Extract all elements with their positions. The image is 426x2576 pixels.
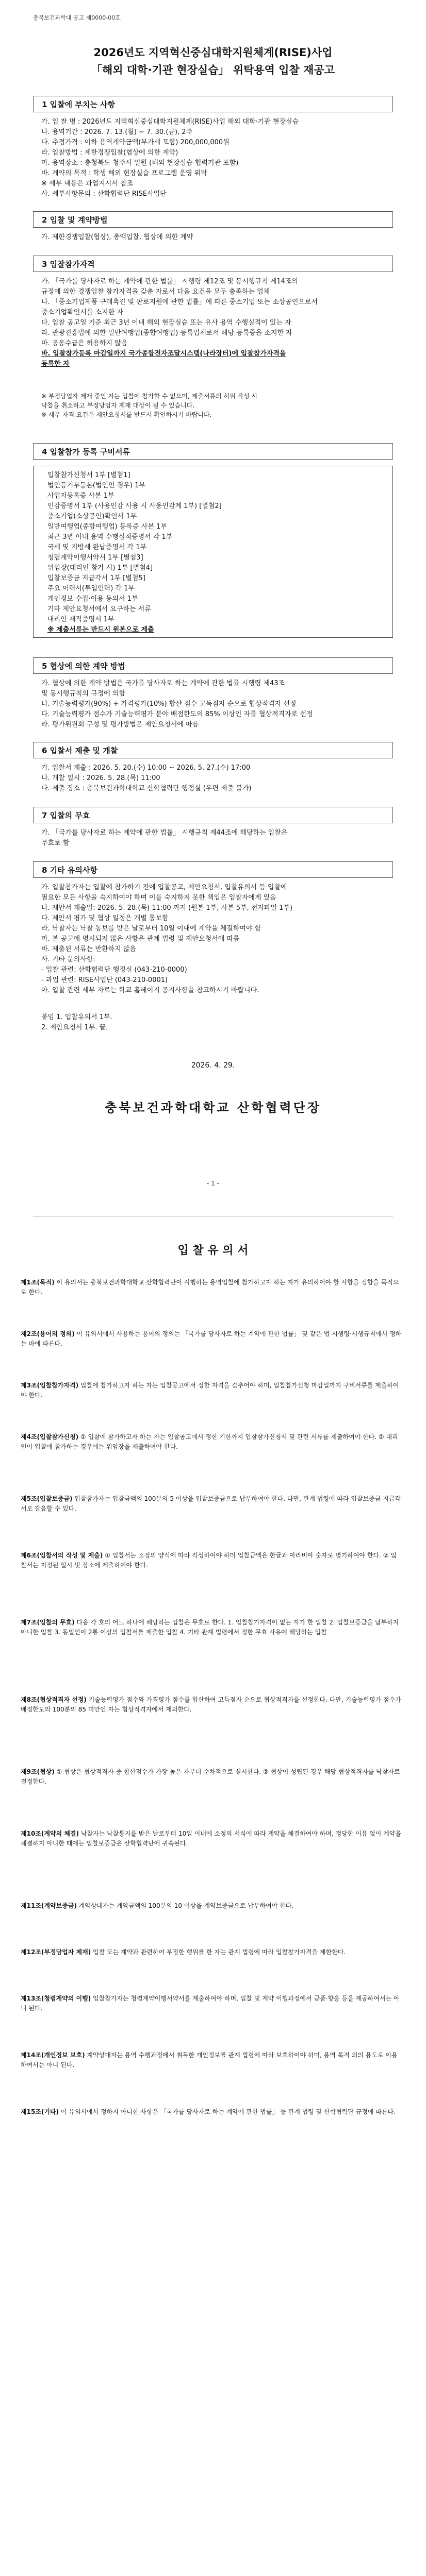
- article-title: 제3조(입찰참가자격): [21, 1382, 79, 1389]
- sec8-line: 아. 입찰 관련 세부 자료는 학교 홈페이지 공지사항을 참고하시기 바랍니다.: [41, 987, 259, 994]
- article-title: 제14조(개인정보 보호): [21, 2052, 85, 2059]
- article: [21, 1381, 402, 1400]
- section-1-header: [33, 96, 393, 112]
- doc-item: 중소기업(소상공인)확인서 1부: [47, 513, 137, 520]
- article-title: 제9조(협상): [21, 1768, 55, 1775]
- title-line-1: 2026년도 지역혁신중심대학지원체계(RISE)사업: [93, 46, 333, 59]
- doc-item: 주요 이력서(투입인력) 각 1부: [47, 585, 135, 592]
- article-title: 제15조(기타): [21, 2108, 59, 2115]
- doc-item: 최근 3년 이내 용역 수행실적증명서 각 1부: [47, 533, 173, 541]
- section-1-label: 1 입찰에 부치는 사항: [42, 100, 116, 109]
- sec3-line: 나. 「중소기업제품 구매촉진 및 판로지원에 관한 법률」에 따른 중소기업 또는 소상공인으로서: [41, 298, 318, 306]
- section-6-label: 6 입찰서 제출 및 개찰: [42, 746, 118, 755]
- sec1-line: 마. 용역장소 : 충청북도 청주시 일원 (해외 현장실습 협력기관 포함): [41, 159, 239, 167]
- article: [21, 1432, 402, 1452]
- doc-item: 사업자등록증 사본 1부: [47, 492, 114, 500]
- section-4-label: 4 입찰참가 등록 구비서류: [42, 447, 130, 456]
- article-body: 계약상대자는 계약금액의 100분의 10 이상을 계약보증금으로 납부하여야 한다.: [78, 1902, 294, 1909]
- article: [21, 1994, 402, 2013]
- section-4-header: [33, 443, 393, 460]
- attachment-line: 붙임 1. 입찰유의서 1부.: [41, 1013, 112, 1021]
- article: [21, 1329, 402, 1349]
- section-7-label: 7 입찰의 무효: [42, 811, 90, 820]
- note-line: ※ 부정당업자 제재 중인 자는 입찰에 참가할 수 없으며, 제출서류의 허위 작성 시: [41, 393, 257, 400]
- sec8-line: 나. 제안서 제출일: 2026. 5. 28.(목) 11:00 까지 (원본 1부, 사본 5부, 전자파일 1부): [41, 904, 293, 912]
- section-2-label: 2 입찰 및 계약방법: [42, 215, 108, 225]
- article: [21, 2050, 402, 2070]
- sec6-line: 가. 입찰서 제출 : 2026. 5. 20.(수) 10:00 ~ 2026. 5. 27.(수) 17:00: [41, 764, 251, 772]
- section-3-label: 3 입찰참가자격: [42, 260, 95, 269]
- sec1-line: 가. 입 찰 명 : 2026년도 지역혁신중심대학지원체계(RISE)사업 해외 대학·기관 현장실습: [41, 118, 299, 126]
- sec2-line: 가. 제한경쟁입찰(협상), 총액입찰, 협상에 의한 계약: [41, 233, 193, 241]
- page-2: [0, 1200, 426, 2576]
- doc-item: 청렴계약이행서약서 1부 [별첨3]: [47, 554, 143, 562]
- issuer-org: 충북보건과학대학교 산학협력단장: [104, 1100, 322, 1115]
- article-body: 입찰에 참가하고자 하는 자는 입찰공고에서 정한 자격을 갖추어야 하며, 입찰참가신청 마감일까지 구비서류를 제출하여야 한다.: [21, 1382, 399, 1399]
- article-title: 제4조(입찰참가신청): [21, 1433, 79, 1440]
- sec8-line: 필요한 모든 사항을 숙지하여야 하며 이를 숙지하지 못한 책임은 입찰자에게 있음: [41, 894, 276, 902]
- sec7-line: 가. 「국가를 당사자로 하는 계약에 관한 법률」 시행규칙 제44조에 해당하는 입찰은: [41, 829, 288, 837]
- section-5-header: [33, 657, 393, 674]
- article-title: 제10조(계약의 체결): [21, 1830, 79, 1837]
- sec1-line: 나. 용역기간 : 2026. 7. 13.(월) ~ 7. 30.(금), 2주: [41, 128, 193, 136]
- article-body: ① 협상은 협상적격자 중 합산점수가 가장 높은 자부터 순차적으로 실시한다. ② 협상이 성립된 경우 해당 협상적격자를 낙찰자로 결정한다.: [21, 1768, 400, 1785]
- article-body: 입찰참가자는 청렴계약이행서약서를 제출하여야 하며, 입찰 및 계약 이행과정에서 금품·향응 등을 제공하여서는 아니 된다.: [21, 1995, 400, 2012]
- sec8-line: 가. 입찰참가자는 입찰에 참가하기 전에 입찰공고, 제안요청서, 입찰유의서 등 입찰에: [41, 884, 287, 891]
- article-title: 제1조(목적): [21, 1279, 55, 1286]
- article-body: 이 유의서에서 정하지 아니한 사항은 「국가를 당사자로 하는 계약에 관한 법률」 등 관계 법령 및 산학협력단 규정에 따른다.: [60, 2108, 396, 2115]
- sec8-line: - 과업 관련: RISE사업단 (043-210-0001): [41, 976, 168, 984]
- doc-item: 개인정보 수집·이용 동의서 1부: [47, 595, 138, 603]
- article-body: ① 입찰서는 소정의 양식에 따라 작성하여야 하며 입찰금액은 한글과 아라비아 숫자로 병기하여야 한다. ② 입찰서는 지정된 일시 및 장소에 제출하여야 한다.: [21, 1552, 397, 1569]
- sec3-line: 마. 공동수급은 허용하지 않음: [41, 340, 128, 347]
- sec3-bold-line: 등록한 자: [41, 360, 70, 368]
- article-body: 이 유의서는 충북보건과학대학교 산학협력단이 시행하는 용역입찰에 참가하고자 하는 자가 유의하여야 할 사항을 정함을 목적으로 한다.: [21, 1279, 399, 1296]
- sec5-line: 및 동시행규칙의 규정에 의함: [41, 690, 126, 698]
- article-body: 계약상대자는 용역 수행과정에서 취득한 개인정보를 관계 법령에 따라 보호하여야 하며, 용역 목적 외의 용도로 이용하여서는 아니 된다.: [21, 2052, 398, 2069]
- section-8-label: 8 기타 유의사항: [42, 866, 97, 875]
- article-body: 다음 각 호의 어느 하나에 해당하는 입찰은 무효로 한다. 1. 입찰참가자격이 없는 자가 한 입찰 2. 입찰보증금을 납부하지 아니한 입찰 3. 동일인이 2통 이상의 입찰서를 제출한 입찰 4. 기타 관계 법령에서 정한 무효 사유에 해당하는 입찰: [21, 1619, 399, 1636]
- sec1-line: ※ 세부 내용은 과업지시서 참조: [41, 180, 134, 188]
- doc-item: 입찰보증금 지급각서 1부 [별첨5]: [47, 574, 145, 582]
- sec8-line: 라. 낙찰자는 낙찰 통보를 받은 날로부터 10일 이내에 계약을 체결하여야 함: [41, 925, 261, 933]
- article-title: 제2조(용어의 정의): [21, 1330, 75, 1337]
- article-title: 제11조(계약보증금): [21, 1902, 77, 1909]
- section-2-header: [33, 211, 393, 228]
- article: [21, 1695, 402, 1715]
- article: [21, 1829, 402, 1849]
- article: [21, 1551, 402, 1570]
- note-line: ※ 세부 자격 요건은 제안요청서를 반드시 확인하시기 바랍니다.: [41, 411, 212, 418]
- doc-header: 충북보건과학대 공고 제0000-00호: [33, 14, 121, 21]
- sec5-line: 가. 협상에 의한 계약 방법은 국가를 당사자로 하는 계약에 관한 법률 시행령 제43조: [41, 680, 285, 687]
- sec5-line: 라. 평가위원회 구성 및 평가방법은 제안요청서에 따름: [41, 721, 199, 728]
- article-body: 낙찰자는 낙찰통지를 받은 날로부터 10일 이내에 소정의 서식에 따라 계약을 체결하여야 하며, 정당한 이유 없이 계약을 체결하지 아니한 때에는 입찰보증금은 산학협력단에 귀속된다.: [21, 1830, 401, 1847]
- sec5-line: 다. 기술능력평가 점수가 기술능력평가 분야 배점한도의 85% 이상인 자를 협상적격자로 선정: [41, 710, 313, 718]
- sec6-line: 나. 개찰 일시 : 2026. 5. 28.(목) 11:00: [41, 774, 160, 782]
- page-number: - 1 -: [207, 1180, 219, 1187]
- doc-item-bold: ※ 제출서류는 반드시 원본으로 제출: [47, 626, 154, 634]
- sec3-line: 다. 입찰 공고일 기준 최근 3년 이내 해외 현장실습 또는 유사 용역 수행실적이 있는 자: [41, 319, 291, 327]
- article-title: 제6조(입찰서의 작성 및 제출): [21, 1552, 103, 1559]
- article: [21, 1494, 402, 1514]
- article-body: 기술능력평가 점수와 가격평가 점수를 합산하여 고득점자 순으로 협상적격자를 선정한다. 다만, 기술능력평가 점수가 배점한도의 100분의 85 미만인 자는 협상적격자에서 제외한다.: [21, 1696, 401, 1713]
- sec1-line: 바. 계약의 목적 : 학생 해외 현장실습 프로그램 운영 위탁: [41, 170, 207, 177]
- section-3-header: [33, 256, 393, 272]
- note-line: 낙찰을 취소하고 부정당업자 제재 대상이 될 수 있습니다.: [41, 402, 195, 409]
- sec8-line: 사. 기타 문의사항:: [41, 956, 95, 963]
- sec8-line: 바. 제출된 서류는 반환하지 않음: [41, 945, 136, 953]
- article: [21, 1901, 402, 1911]
- doc-item: 인감증명서 1부 (사용인감 사용 시 사용인감계 1부) [별첨2]: [47, 502, 222, 510]
- article: [21, 1618, 402, 1637]
- sec1-line: 다. 추정가격 : 이하 용역계약금액(부가세 포함) 200,000,000원: [41, 139, 230, 146]
- sec7-line: 무효로 함: [41, 839, 70, 847]
- section-7-header: [33, 807, 393, 823]
- title-line-2: 「해외 대학·기관 현장실습」 위탁용역 입찰 재공고: [91, 64, 335, 76]
- article-body: 입찰 또는 계약과 관련하여 부정한 행위를 한 자는 관계 법령에 따라 입찰참가자격을 제한한다.: [93, 1948, 346, 1956]
- article: [21, 2107, 402, 2117]
- doc-item: 대리인 재직증명서 1부: [47, 616, 114, 623]
- sec5-line: 나. 기술능력평가(90%) + 가격평가(10%) 합산 점수 고득점자 순으로 협상적격자 선정: [41, 700, 297, 708]
- section-8-header: [33, 861, 393, 878]
- doc-item: 입찰참가신청서 1부 [별첨1]: [47, 471, 130, 479]
- sec3-line: 중소기업확인서를 소지한 자: [41, 309, 123, 316]
- sec3-line: 규정에 의한 경쟁입찰 참가자격을 갖춘 자로서 다음 요건을 모두 충족하는 업체: [41, 288, 270, 296]
- sec8-line: 마. 본 공고에 명시되지 않은 사항은 관계 법령 및 제안요청서에 따름: [41, 935, 240, 943]
- article-title: 제13조(청렴계약의 이행): [21, 1995, 91, 2002]
- doc-item: 위임장(대리인 참가 시) 1부 [별첨4]: [47, 564, 153, 572]
- article-body: 입찰참가자는 입찰금액의 100분의 5 이상을 입찰보증금으로 납부하여야 한다. 다만, 관계 법령에 따라 입찰보증금 지급각서로 갈음할 수 있다.: [21, 1495, 401, 1512]
- sec1-line: 라. 입찰방법 : 제한경쟁입찰(협상에 의한 계약): [41, 149, 178, 157]
- doc-item: 국세 및 지방세 완납증명서 각 1부: [47, 544, 147, 551]
- doc-item: 법인등기부등본(법인인 경우) 1부: [47, 482, 145, 489]
- article-title: 제8조(협상적격자 선정): [21, 1696, 87, 1703]
- article-title: 제5조(입찰보증금): [21, 1495, 73, 1502]
- doc-item: 일반여행업(종합여행업) 등록증 사본 1부: [47, 523, 167, 531]
- article-body: 이 유의서에서 사용하는 용어의 정의는 「국가를 당사자로 하는 계약에 관한 법률」 및 같은 법 시행령·시행규칙에서 정하는 바에 따른다.: [21, 1330, 402, 1347]
- sec1-line: 사. 세부사항문의 : 산학협력단 RISE사업단: [41, 190, 167, 198]
- article-title: 제12조(부정당업자 제재): [21, 1948, 91, 1956]
- article: [21, 1947, 402, 1957]
- section-5-label: 5 협상에 의한 계약 방법: [42, 662, 125, 671]
- guidelines-title: 입 찰 유 의 서: [177, 1244, 249, 1257]
- sec6-line: 다. 제출 장소 : 충북보건과학대학교 산학협력단 행정실 (우편 제출 불가): [41, 785, 252, 792]
- section-6-header: [33, 742, 393, 758]
- sec8-line: - 입찰 관련: 산학협력단 행정실 (043-210-0000): [41, 966, 187, 974]
- article-title: 제7조(입찰의 무효): [21, 1619, 75, 1626]
- article: [21, 1767, 402, 1787]
- sec3-line: 라. 관광진흥법에 의한 일반여행업(종합여행업) 등록업체로서 해당 등록증을 소지한 자: [41, 329, 292, 337]
- sec3-bold-line: 바. 입찰참가등록 마감일까지 국가종합전자조달시스템(나라장터)에 입찰참가자격을: [41, 350, 286, 358]
- article: [21, 1278, 402, 1297]
- doc-item: 기타 제안요청서에서 요구하는 서류: [47, 605, 151, 613]
- sec3-line: 가. 「국가를 당사자로 하는 계약에 관한 법률」 시행령 제12조 및 동시행규칙 제14조의: [41, 278, 298, 285]
- sec8-line: 다. 제안서 평가 및 협상 일정은 개별 통보함: [41, 914, 169, 922]
- article-body: ① 입찰에 참가하고자 하는 자는 입찰공고에서 정한 기한까지 입찰참가신청서 및 관련 서류를 제출하여야 한다. ② 대리인이 입찰에 참가하는 경우에는 위임장을 제출하여야 한다.: [21, 1433, 398, 1450]
- attachment-line: 2. 제안요청서 1부. 끝.: [41, 1024, 108, 1031]
- notice-date: 2026. 4. 29.: [191, 1061, 235, 1070]
- page-1: [0, 0, 426, 1200]
